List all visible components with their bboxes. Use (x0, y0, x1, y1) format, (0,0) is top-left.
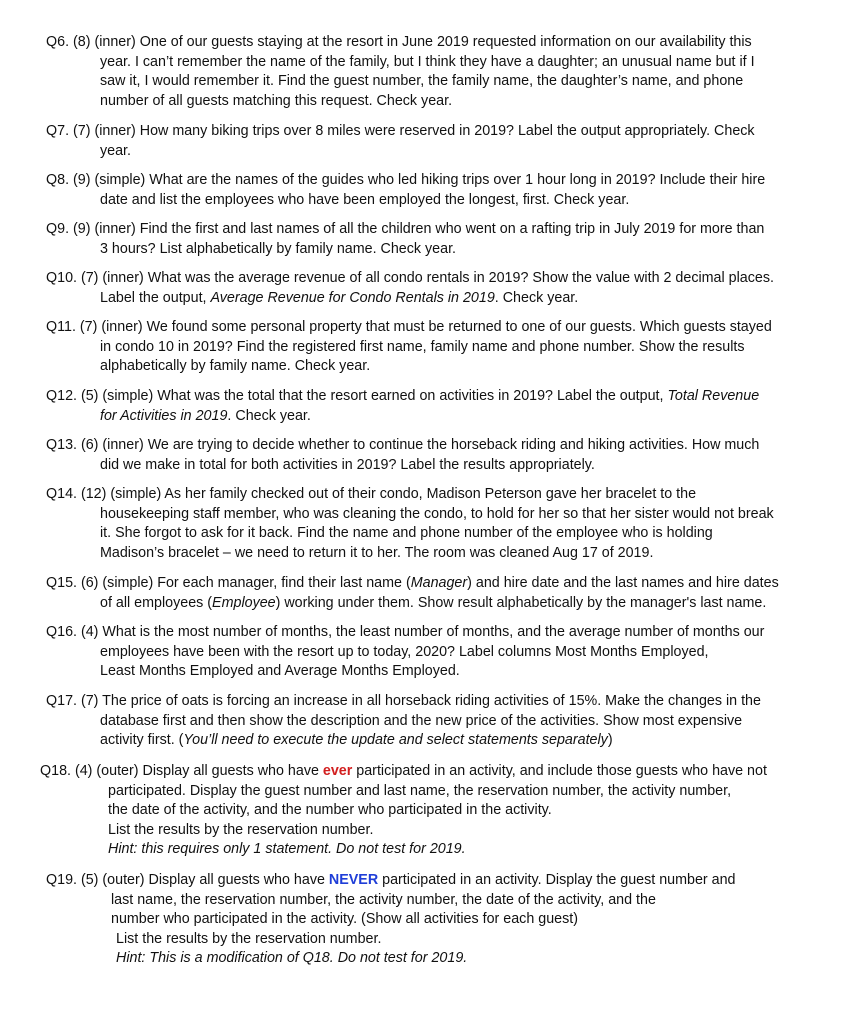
question-line: Q16. (4) What is the most number of months, the least number of months, and the average number of months our (46, 624, 765, 640)
alias-italic: Manager (410, 575, 468, 591)
hint-line: Hint: this requires only 1 statement. Do not test for 2019. (108, 841, 466, 858)
output-label-italic: Total Revenue (667, 388, 760, 404)
question-line: 3 hours? List alphabetically by family name. Check year. (100, 240, 457, 257)
question-line: List the results by the reservation number. (108, 821, 374, 838)
line-text: ) working under them. Show result alphabetically by the manager's last name. (275, 594, 767, 611)
question-line: year. (100, 142, 131, 159)
question-line: did we make in total for both activities in 2019? Label the results appropriately. (100, 456, 595, 473)
line-text: participated in an activity. Display the guest number and (378, 872, 736, 888)
question-q7 (0, 122, 857, 161)
question-line: Q13. (6) (inner) We are trying to decide whether to continue the horseback riding and hiking activities. How much (46, 437, 760, 453)
question-q13 (0, 436, 857, 475)
question-q17 (0, 692, 857, 751)
question-line (0, 731, 857, 751)
question-line (0, 387, 857, 407)
question-line: date and list the employees who have been employed the longest, first. Check year. (100, 191, 630, 208)
question-q19 (0, 871, 857, 969)
line-text: Q15. (6) (simple) For each manager, find their last name ( (46, 575, 411, 591)
question-q8 (0, 171, 857, 210)
question-line: the date of the activity, and the number who participated in the activity. (108, 802, 552, 819)
question-line (0, 594, 857, 614)
question-line: last name, the reservation number, the activity number, the date of the activity, and the (111, 891, 656, 908)
question-line: it. She forgot to ask for it back. Find the name and phone number of the employee who is holding (100, 525, 713, 542)
question-line: List the results by the reservation number. (116, 930, 382, 947)
output-label-italic: Average Revenue for Condo Rentals in 2019 (210, 289, 495, 306)
question-line: saw it, I would remember it. Find the guest number, the family name, the daughter’s name, and phone (100, 73, 744, 90)
line-text: of all employees ( (100, 594, 213, 611)
line-text: participated in an activity, and include those guests who have not (352, 763, 767, 779)
question-line: Q17. (7) The price of oats is forcing an increase in all horseback riding activities of 15%. Make the changes in the (46, 693, 761, 709)
emphasis-never: NEVER (328, 872, 379, 888)
question-line: Q7. (7) (inner) How many biking trips over 8 miles were reserved in 2019? Label the output appropriately. Check (46, 123, 755, 139)
line-text: Q19. (5) (outer) Display all guests who have (46, 872, 329, 888)
question-q15 (0, 574, 857, 613)
question-line: number who participated in the activity. (Show all activities for each guest) (111, 911, 578, 928)
question-line (0, 574, 857, 594)
question-q14 (0, 485, 857, 563)
question-line: Q11. (7) (inner) We found some personal property that must be returned to one of our guests. Which guests stayed (46, 319, 772, 335)
question-line: housekeeping staff member, who was cleaning the condo, to hold for her so that her sister would not break (100, 505, 774, 522)
line-text: activity first. ( (100, 732, 184, 749)
question-line: in condo 10 in 2019? Find the registered first name, family name and phone number. Show the results (100, 338, 745, 355)
question-line: Q9. (9) (inner) Find the first and last names of all the children who went on a rafting trip in July 2019 for more than (46, 221, 765, 237)
question-line: year. I can’t remember the name of the family, but I think they have a daughter; an unusual name but if I (100, 53, 755, 70)
emphasis-ever: ever (322, 763, 353, 779)
question-line (0, 762, 857, 782)
line-text: ) and hire date and the last names and hire dates (467, 575, 779, 591)
question-line: database first and then show the description and the new price of the activities. Show most expensive (100, 712, 743, 729)
question-q16 (0, 623, 857, 682)
output-label-italic: for Activities in 2019 (100, 407, 228, 424)
line-text: . Check year. (494, 289, 579, 306)
question-line: Q14. (12) (simple) As her family checked out of their condo, Madison Peterson gave her bracelet to the (46, 486, 697, 502)
line-text: Q18. (4) (outer) Display all guests who have (40, 763, 323, 779)
question-line: Least Months Employed and Average Months Employed. (100, 663, 460, 680)
question-q10 (0, 269, 857, 308)
question-q6 (0, 33, 857, 111)
alias-italic: Employee (212, 594, 276, 611)
question-q12 (0, 387, 857, 426)
question-line (0, 871, 857, 891)
line-text: ) (607, 732, 613, 749)
hint-line: Hint: This is a modification of Q18. Do not test for 2019. (116, 950, 468, 967)
question-line: Madison’s bracelet – we need to return it to her. The room was cleaned Aug 17 of 2019. (100, 544, 654, 561)
line-text: Q12. (5) (simple) What was the total that the resort earned on activities in 2019? Label the output, (46, 388, 668, 404)
question-q9 (0, 220, 857, 259)
line-text: Label the output, (100, 289, 211, 306)
question-line: employees have been with the resort up to today, 2020? Label columns Most Months Employed, (100, 643, 709, 660)
line-text: . Check year. (227, 407, 311, 424)
question-line: Q6. (8) (inner) One of our guests staying at the resort in June 2019 requested information on our availability this (46, 34, 752, 50)
question-line (0, 289, 857, 309)
question-line: Q10. (7) (inner) What was the average revenue of all condo rentals in 2019? Show the value with 2 decimal places. (46, 270, 774, 286)
note-italic: You’ll need to execute the update and select statements separately (183, 732, 608, 749)
question-line: participated. Display the guest number and last name, the reservation number, the activity number, (108, 782, 732, 799)
question-line: number of all guests matching this request. Check year. (100, 92, 453, 109)
question-line (0, 407, 857, 427)
question-line: alphabetically by family name. Check year. (100, 358, 371, 375)
question-q18 (0, 762, 857, 860)
question-q11 (0, 318, 857, 377)
question-line: Q8. (9) (simple) What are the names of the guides who led hiking trips over 1 hour long in 2019? Include their hire (46, 172, 766, 188)
